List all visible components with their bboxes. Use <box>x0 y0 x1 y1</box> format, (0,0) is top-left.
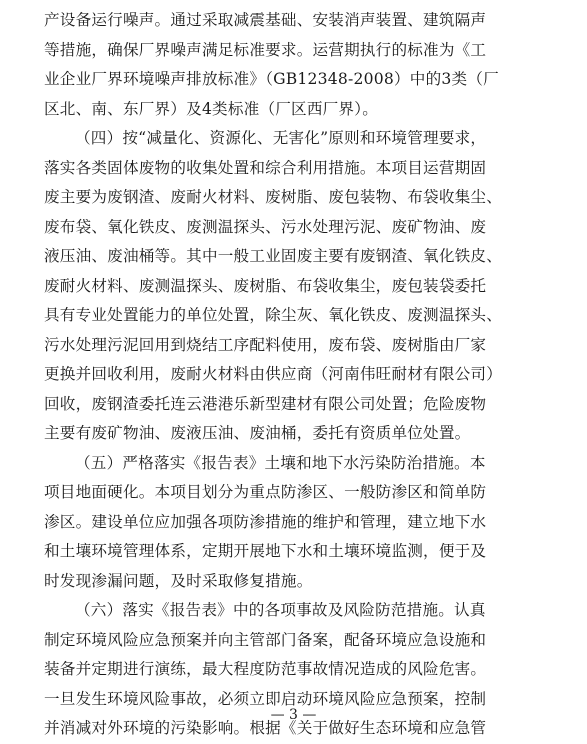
text-line: 一旦发生环境风险事故，必须立即启动环境风险应急预案，控制 <box>44 689 487 708</box>
text-line: 项目地面硬化。本项目划分为重点防渗区、一般防渗区和简单防 <box>44 483 487 501</box>
text-line: 废布袋、氧化铁皮、废测温探头、污水处理污泥、废矿物油、废 <box>44 217 487 236</box>
text-line: 等措施，确保厂界噪声满足标准要求。运营期执行的标准为《工 <box>44 40 487 59</box>
text-line: 污水处理污泥回用到烧结工序配料使用，废布袋、废树脂由厂家 <box>44 335 487 354</box>
text-line: 装备并定期进行演练，最大程度防范事故情况造成的风险危害。 <box>44 660 487 678</box>
text-line: 废耐火材料、废测温探头、废树脂、布袋收集尘，废包装袋委托 <box>44 276 487 295</box>
text-line: 业企业厂界环境噪声排放标准》（GB12348-2008）中的3类（厂 <box>44 70 499 88</box>
paragraph-first-line: （四）按“减量化、资源化、无害化”原则和环境管理要求， <box>75 129 487 147</box>
text-line: 和土壤环境管理体系，定期开展地下水和土壤环境监测，便于及 <box>44 542 487 560</box>
paragraph-first-line: （六）落实《报告表》中的各项事故及风险防范措施。认真 <box>75 601 486 619</box>
text-line: 主要有废矿物油、废液压油、废油桶，委托有资质单位处置。 <box>44 424 471 442</box>
text-line: 废主要为废钢渣、废耐火材料、废树脂、废包装物、布袋收集尘、 <box>44 188 503 206</box>
document-body <box>44 6 544 744</box>
page-number: — 3 — <box>270 707 317 723</box>
text-line: 并消减对外环境的污染影响。根据《关于做好生态环境和应急管 <box>44 719 487 737</box>
text-line: 时发现渗漏问题，及时采取修复措施。 <box>44 571 313 590</box>
text-line: 落实各类固体废物的收集处置和综合利用措施。本项目运营期固 <box>44 158 487 177</box>
text-line: 具有专业处置能力的单位处置，除尘灰、氧化铁皮、废测温探头、 <box>44 306 503 324</box>
text-line: 制定环境风险应急预案并向主管部门备案，配备环境应急设施和 <box>44 630 487 649</box>
text-line: 区北、南、东厂界）及4类标准（厂区西厂界）。 <box>44 99 378 118</box>
text-line: 产设备运行噪声。通过采取减震基础、安装消声装置、建筑隔声 <box>44 11 487 29</box>
text-line: 回收，废钢渣委托连云港港乐新型建材有限公司处置；危险废物 <box>44 394 487 413</box>
paragraph-first-line: （五）严格落实《报告表》土壤和地下水污染防治措施。本 <box>75 453 486 472</box>
text-line: 液压油、废油桶等。其中一般工业固废主要有废钢渣、氧化铁皮、 <box>44 247 503 265</box>
text-line: 渗区。建设单位应加强各项防渗措施的维护和管理，建立地下水 <box>44 512 487 531</box>
text-line: 更换并回收利用，废耐火材料由供应商（河南伟旺耐材有限公司） <box>44 365 503 383</box>
